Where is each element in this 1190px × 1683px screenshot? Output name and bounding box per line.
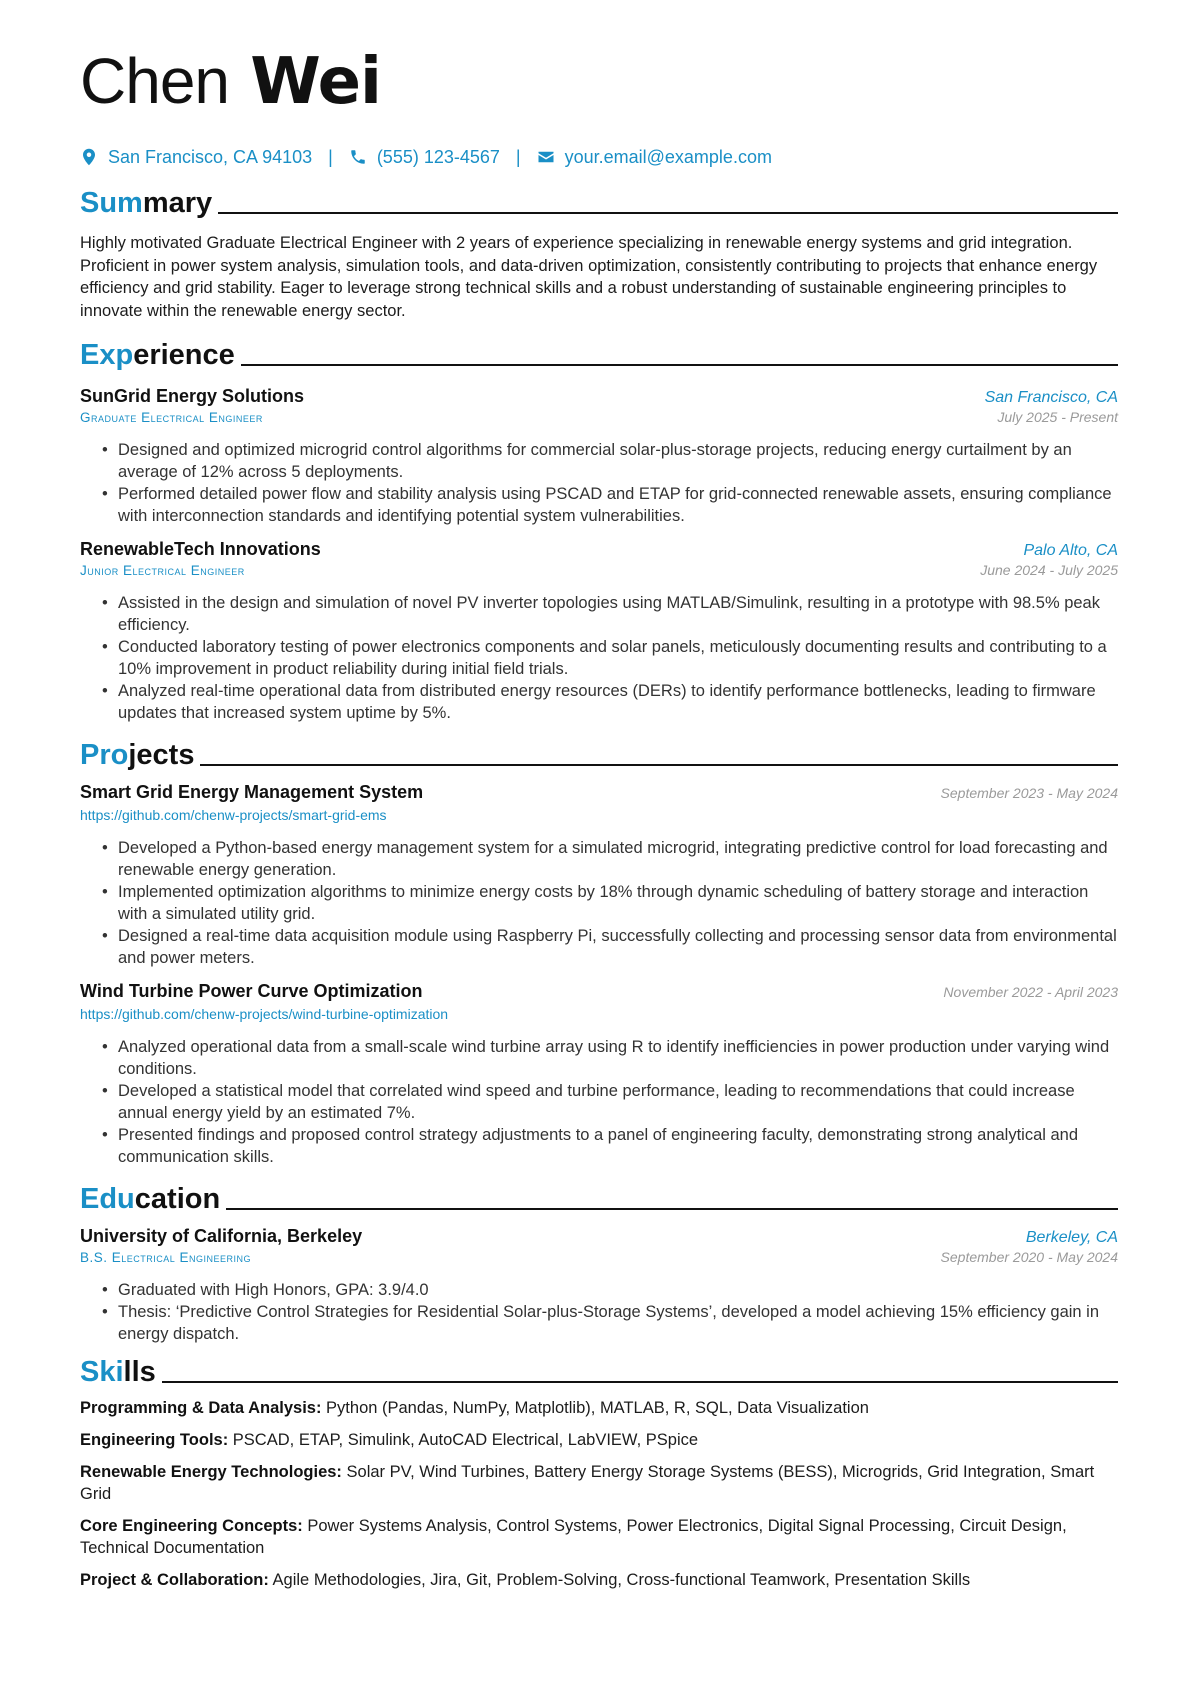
location-text: San Francisco, CA 94103: [108, 146, 313, 167]
section-divider: [162, 1381, 1118, 1383]
list-item: • Presented findings and proposed control strategy adjustments to a panel of engineering faculty, demonstrating strong analytical and communication skills.: [118, 1124, 1118, 1168]
email-text: your.email@example.com: [564, 146, 772, 167]
contact-phone[interactable]: [349, 147, 500, 168]
list-item: • Designed a real-time data acquisition module using Raspberry Pi, successfully collecting and processing sensor data from environmental and power meters.: [118, 925, 1118, 969]
project-link[interactable]: https://github.com/chenw-projects/wind-turbine-optimization: [80, 1006, 449, 1022]
bullet-list: [80, 1279, 1118, 1345]
section-heading-education: [80, 1182, 1118, 1216]
list-item: • Developed a statistical model that correlated wind speed and turbine performance, leading to recommendations that could increase annual energy yield by an estimated 7%.: [118, 1080, 1118, 1124]
experience-entry: [80, 386, 1118, 527]
education-entry: [80, 1226, 1118, 1345]
list-item: • Implemented optimization algorithms to minimize energy costs by 18% through dynamic scheduling of battery storage and interaction with a simulated utility grid.: [118, 881, 1118, 925]
skill-line: [80, 1397, 1118, 1419]
section-heading-summary: [80, 186, 1118, 220]
skill-category: Engineering Tools:: [80, 1431, 229, 1449]
entry-date: November 2022 - April 2023: [943, 984, 1118, 1000]
list-item: • Analyzed real-time operational data from distributed energy resources (DERs) to identify performance bottlenecks, leading to firmware updates that increased system uptime by 5%.: [118, 680, 1118, 724]
skill-items: Power Systems Analysis, Control Systems, Power Electronics, Digital Signal Processing, Circuit Design, Technical Documentation: [80, 1517, 1067, 1557]
employer-name: RenewableTech Innovations: [80, 539, 321, 559]
section-title: Skills: [80, 1356, 156, 1388]
entry-date: June 2024 - July 2025: [980, 562, 1118, 578]
skill-category: Programming & Data Analysis:: [80, 1399, 322, 1417]
skill-line: [80, 1569, 1118, 1591]
section-heading-skills: [80, 1355, 1118, 1389]
section-heading-experience: [80, 338, 1118, 372]
list-item: • Developed a Python-based energy management system for a simulated microgrid, integrating predictive control for load forecasting and renewable energy generation.: [118, 837, 1118, 881]
list-item: • Conducted laboratory testing of power electronics components and solar panels, meticulously documenting results and contributing to a 10% improvement in product reliability during initial field trials.: [118, 636, 1118, 680]
map-pin-icon: [80, 148, 98, 166]
bullet-list: [80, 837, 1118, 969]
bullet-list: [80, 439, 1118, 527]
skill-items: Agile Methodologies, Jira, Git, Problem-Solving, Cross-functional Teamwork, Presentation Skills: [272, 1571, 971, 1589]
skill-items: Solar PV, Wind Turbines, Battery Energy Storage Systems (BESS), Microgrids, Grid Integration, Smart Grid: [80, 1463, 1095, 1503]
first-name: Chen: [80, 45, 229, 117]
contact-separator: |: [328, 146, 333, 167]
envelope-icon: [537, 148, 555, 166]
bullet-list: [80, 1036, 1118, 1168]
section-divider: [200, 764, 1118, 766]
entry-location: Palo Alto, CA: [1023, 542, 1118, 559]
section-title: Summary: [80, 187, 213, 219]
job-title: Junior Electrical Engineer: [80, 563, 245, 578]
last-name: Wei: [250, 45, 381, 119]
section-divider: [218, 212, 1118, 214]
bullet-list: [80, 592, 1118, 724]
section-divider: [226, 1208, 1118, 1210]
skill-category: Renewable Energy Technologies:: [80, 1463, 342, 1481]
project-link[interactable]: https://github.com/chenw-projects/smart-grid-ems: [80, 807, 387, 823]
contact-email[interactable]: [537, 147, 772, 168]
phone-icon: [349, 148, 367, 166]
section-divider: [241, 364, 1118, 366]
entry-date: September 2023 - May 2024: [940, 785, 1118, 801]
phone-text: (555) 123-4567: [376, 146, 500, 167]
school-name: University of California, Berkeley: [80, 1226, 363, 1246]
employer-name: SunGrid Energy Solutions: [80, 386, 305, 406]
contact-location: [80, 147, 312, 168]
skill-items: PSCAD, ETAP, Simulink, AutoCAD Electrical, LabVIEW, PSpice: [232, 1431, 699, 1449]
list-item: • Graduated with High Honors, GPA: 3.9/4.0: [118, 1279, 1118, 1301]
section-title: Education: [80, 1183, 221, 1215]
list-item: • Performed detailed power flow and stability analysis using PSCAD and ETAP for grid-connected renewable assets, ensuring compliance with interconnection standards and identifying potential system vulnerabilities.: [118, 483, 1118, 527]
contact-bar: [80, 142, 1118, 172]
project-entry: [80, 981, 1118, 1168]
skill-category: Core Engineering Concepts:: [80, 1517, 303, 1535]
list-item: • Designed and optimized microgrid control algorithms for commercial solar-plus-storage projects, reducing energy curtailment by an average of 12% across 5 deployments.: [118, 439, 1118, 483]
degree: B.S. Electrical Engineering: [80, 1250, 252, 1265]
summary-text: Highly motivated Graduate Electrical Engineer with 2 years of experience specializing in renewable energy systems and grid integration. Proficient in power system analysis, simulation tools, and data-driven optimization, consistently contributing to projects that enhance energy efficiency and grid stability. Eager to leverage strong technical skills and a robust understanding of sustainable engineering principles to innovate within the renewable energy sector.: [80, 234, 1098, 320]
job-title: Graduate Electrical Engineer: [80, 410, 263, 425]
list-item: • Analyzed operational data from a small-scale wind turbine array using R to identify inefficiencies in power production under varying wind conditions.: [118, 1036, 1118, 1080]
experience-entry: [80, 539, 1118, 724]
skill-line: [80, 1429, 1118, 1451]
project-name: Wind Turbine Power Curve Optimization: [80, 981, 423, 1001]
project-name: Smart Grid Energy Management System: [80, 782, 424, 802]
section-heading-projects: [80, 738, 1118, 772]
skill-items: Python (Pandas, NumPy, Matplotlib), MATLAB, R, SQL, Data Visualization: [326, 1399, 869, 1417]
entry-date: September 2020 - May 2024: [940, 1249, 1118, 1265]
section-title: Experience: [80, 339, 235, 371]
skill-category: Project & Collaboration:: [80, 1571, 269, 1589]
entry-location: Berkeley, CA: [1025, 1229, 1118, 1246]
list-item: • Assisted in the design and simulation of novel PV inverter topologies using MATLAB/Simulink, resulting in a prototype with 98.5% peak efficiency.: [118, 592, 1118, 636]
contact-separator: |: [515, 146, 521, 167]
entry-date: July 2025 - Present: [997, 409, 1118, 425]
project-entry: [80, 782, 1118, 969]
candidate-name: [80, 42, 1118, 120]
skill-line: [80, 1515, 1118, 1559]
skill-line: [80, 1461, 1118, 1505]
entry-location: San Francisco, CA: [984, 389, 1118, 406]
section-title: Projects: [80, 739, 195, 771]
list-item: • Thesis: ‘Predictive Control Strategies for Residential Solar-plus-Storage Systems’, developed a model achieving 15% efficiency gain in energy dispatch.: [118, 1301, 1118, 1345]
